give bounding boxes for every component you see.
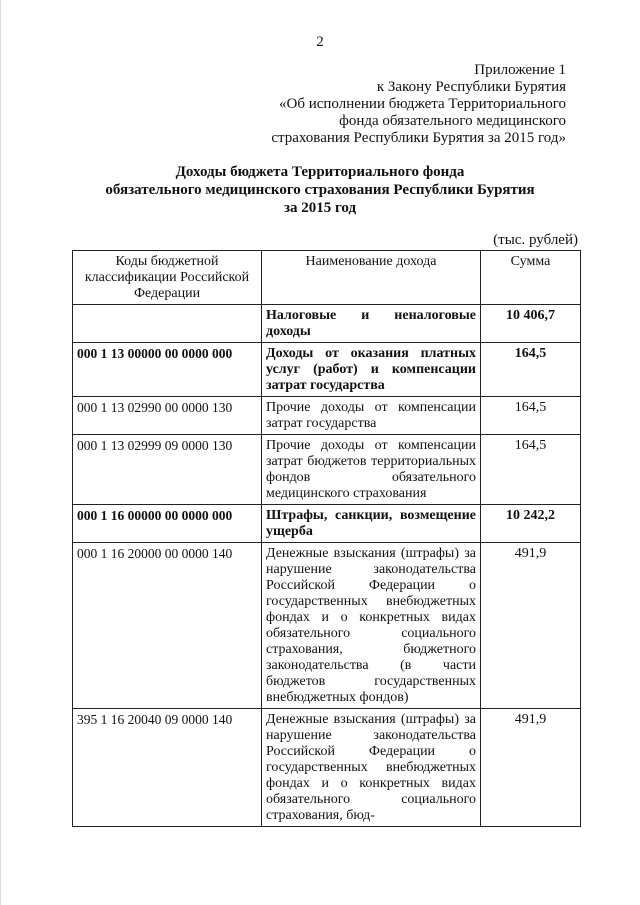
row-name: Прочие доходы от компенсации затрат государства: [262, 397, 481, 435]
row-code: 000 1 13 02999 09 0000 130: [73, 435, 262, 505]
units-label: (тыс. рублей): [493, 232, 578, 248]
page-number: 2: [316, 34, 324, 50]
appendix-block: [271, 62, 566, 147]
table-row: [73, 397, 581, 435]
title-line: Доходы бюджета Территориального фонда: [175, 164, 465, 180]
row-name: Штрафы, санкции, возмещение ущерба: [262, 505, 481, 543]
row-name: Доходы от оказания платных услуг (работ) и компенсации затрат государства: [262, 343, 481, 397]
row-sum: 10 242,2: [481, 505, 581, 543]
table-header-row: [73, 251, 581, 305]
document-title: [0, 163, 640, 217]
appendix-line: Приложение 1: [474, 62, 566, 78]
title-line: обязательного медицинского страхования Республики Бурятия: [105, 182, 535, 198]
appendix-line: фонда обязательного медицинского: [339, 113, 566, 129]
row-code: 000 1 13 02990 00 0000 130: [73, 397, 262, 435]
appendix-line: к Закону Республики Бурятия: [376, 79, 566, 95]
row-sum: 491,9: [481, 543, 581, 709]
row-code: 395 1 16 20040 09 0000 140: [73, 709, 262, 827]
header-name: Наименование дохода: [262, 251, 481, 305]
row-name: Налоговые и неналоговые доходы: [262, 305, 481, 343]
row-code: 000 1 13 00000 00 0000 000: [73, 343, 262, 397]
table-row: [73, 543, 581, 709]
table-row: [73, 343, 581, 397]
income-table: [72, 250, 581, 827]
page-edge-line: [0, 0, 1, 905]
table-row: [73, 305, 581, 343]
row-sum: 164,5: [481, 343, 581, 397]
row-name: Денежные взыскания (штрафы) за нарушение законодательства Российской Федерации о государственных внебюджетных фондах и о конкретных видах обязательного социального страхования, бюд-: [262, 709, 481, 827]
row-sum: 10 406,7: [481, 305, 581, 343]
title-line: за 2015 год: [283, 200, 357, 216]
row-sum: 164,5: [481, 435, 581, 505]
row-sum: 491,9: [481, 709, 581, 827]
header-code: Коды бюджетной классификации Российской Федерации: [73, 251, 262, 305]
table-row: [73, 505, 581, 543]
row-sum: 164,5: [481, 397, 581, 435]
row-name: Прочие доходы от компенсации затрат бюджетов территориальных фондов обязательного медицинского страхования: [262, 435, 481, 505]
appendix-line: страхования Республики Бурятия за 2015 год»: [271, 130, 566, 146]
row-name: Денежные взыскания (штрафы) за нарушение законодательства Российской Федерации о государственных внебюджетных фондах и о конкретных видах обязательного социального страхования, бюджетного законодательства (в части бюджетов государственных внебюджетных фондов): [262, 543, 481, 709]
row-code: 000 1 16 00000 00 0000 000: [73, 505, 262, 543]
header-sum: Сумма: [481, 251, 581, 305]
row-code: 000 1 16 20000 00 0000 140: [73, 543, 262, 709]
appendix-line: «Об исполнении бюджета Территориального: [279, 96, 566, 112]
table-row: [73, 709, 581, 827]
table-row: [73, 435, 581, 505]
row-code: [73, 305, 262, 343]
